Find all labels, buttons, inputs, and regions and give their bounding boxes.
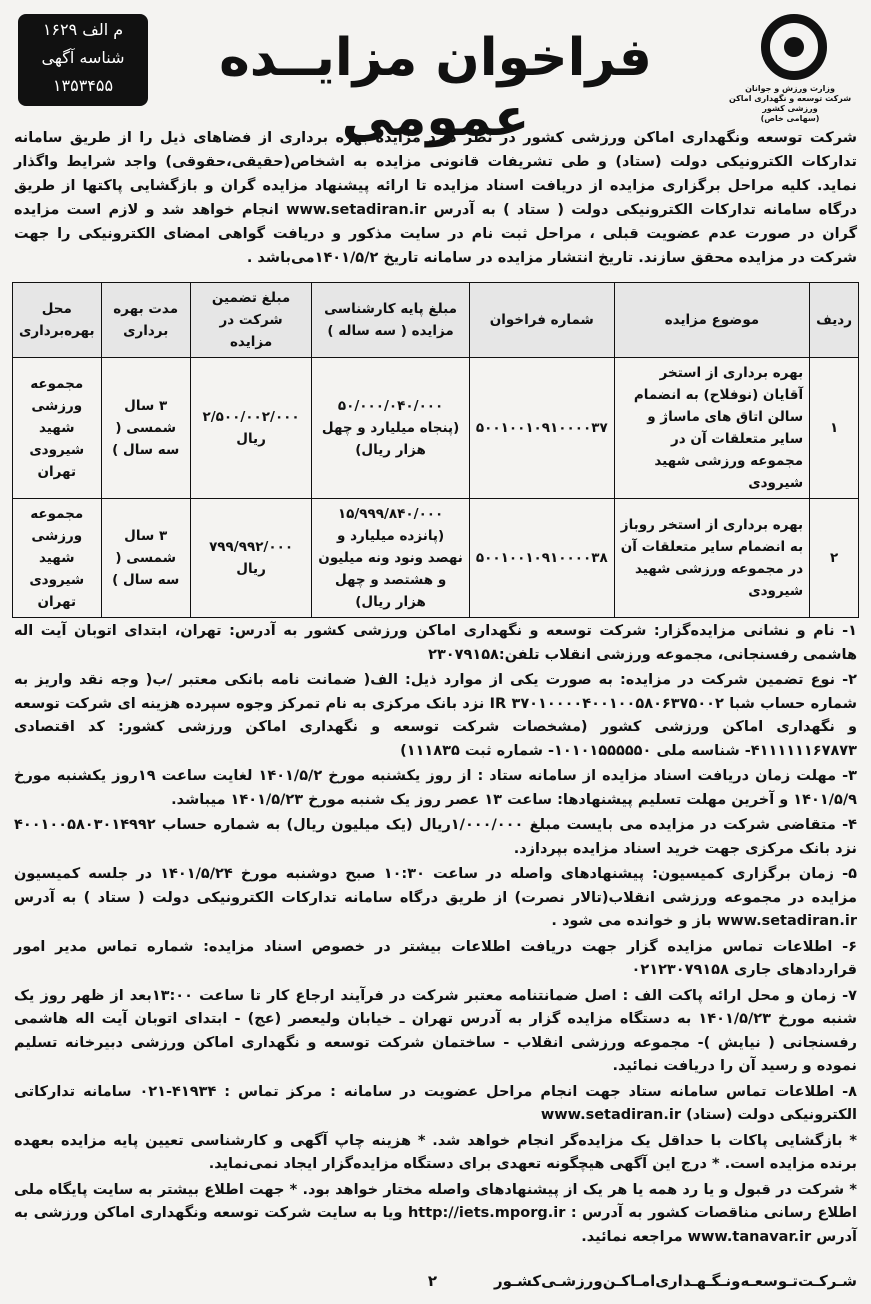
section-8 — [14, 1081, 857, 1128]
section-text: اصل ضمانتنامه معتبر شرکت در فرآیند ارجاع کار تا ساعت ۱۳:۰۰بعد از ظهر روز یک شنبه مورخ ۱۴۰۱/۵/۲۳ به دستگاه مزایده گزار به آدرس تهران ـ خیابان ولیعصر (عج) - ابتدای اتوبان آیت اله هاشمی رفسنجانی ( نیایش )- مجموعه ورزشی انقلاب - ساختمان شرکت توسعه و نگهداری اماکن ورزشی دبیرخانه تسلیم نموده و رسید آن را دریافت نمائید. — [14, 987, 857, 1074]
section-text: شماره تماس مدیر امور قراردادهای جاری ۰۲۱۲۳۰۷۹۱۵۸ — [14, 938, 857, 978]
logo-text: وزارت ورزش و جوانان شرکت توسعه و نگهداری اماکن ورزشی کشور (سهامی خاص) — [728, 84, 852, 123]
header-location: محل بهره‌برداری — [13, 283, 102, 358]
section-6 — [14, 936, 857, 983]
footer-organization: شـرکـت‌تـوسعـه‌و‌نـگـهـداری‌امـاکـن‌ورزشـی‌کشـور — [493, 1272, 857, 1290]
header-row-number: ردیف — [810, 283, 859, 358]
section-2 — [14, 669, 857, 763]
section-3 — [14, 765, 857, 812]
cell-location: مجموعه ورزشی شهید شیرودی تهران — [13, 499, 102, 618]
notes-1 — [14, 1130, 857, 1177]
section-lead: ۶- اطلاعات تماس مزایده گزار جهت دریافت اطلاعات بیشتر در خصوص اسناد مزایده: — [203, 938, 857, 955]
section-text: متقاضی شرکت در مزایده می بایست مبلغ ۱/۰۰۰/۰۰۰ریال (یک میلیون ریال) به شماره حساب ۴۰۰۱۰۰۵۸۰۳۰۱۴۹۹۲ نزد بانک مرکزی جهت خرید اسناد مزایده بپردازد. — [14, 817, 857, 857]
cell-subject: بهره برداری از استخر آقایان (نوفلاح) به انضمام سالن اتاق های ماساژ و سایر متعلقات آن در مجموعه ورزشی شهید شیرودی — [614, 358, 809, 499]
header-subject: موضوع مزایده — [614, 283, 809, 358]
header — [10, 8, 861, 148]
ad-code: م الف ۱۶۲۹ — [42, 20, 124, 39]
section-text: پیشنهادهای واصله در ساعت ۱۰:۳۰ صبح دوشنبه مورخ ۱۴۰۱/۵/۲۴ در جلسه کمیسیون مزایده در مجموعه ورزشی انقلاب(تالار نصرت) از طریق درگاه سامانه تدارکات الکترونیکی دولت ( ستاد ) به آدرس www.setadiran.ir باز و خوانده می شود . — [14, 866, 857, 929]
notes-2 — [14, 1179, 857, 1250]
ad-id-box — [18, 14, 148, 106]
intro-paragraph: شرکت توسعه ونگهداری اماکن ورزشی کشور در نظر دارد مزایده بهره برداری از فضاهای ذیل را از طریق سامانه تدارکات الکترونیکی دولت (ستاد) و طی تشریفات قانونی مزایده به اشخاص(حقیقی،حقوقی) واجد شرایط واگذار نماید. کلیه مراحل برگزاری مزایده از دریافت اسناد مزایده تا ارائه پیشنهاد مزایده گران و بازگشایی پاکتها از طریق درگاه سامانه تدارکات الکترونیکی دولت ( ستاد ) به آدرس www.setadiran.ir انجام خواهد شد و لازم است مزایده گران در صورت عدم عضویت قبلی ، مراحل ثبت نام در سایت مذکور و دریافت گواهی امضای الکترونیکی را جهت شرکت در مزایده محقق سازند. تاریخ انتشار مزایده در سامانه تاریخ ۱۴۰۱/۵/۲می‌باشد . — [14, 130, 857, 266]
section-text: * بازگشایی پاکات با حداقل یک مزایده‌گر انجام خواهد شد. * هزینه چاپ آگهی و کارشناسی تعیین پایه مزایده بعهده برنده مزایده است. * درج این آگهی هیچگونه تعهدی برای دستگاه مزایده‌گزار ایجاد نمی‌نماید. — [14, 1132, 857, 1172]
auction-items-table — [12, 282, 859, 618]
section-lead: ۲- نوع تضمین شرکت در مزایده: — [619, 672, 857, 688]
section-lead: ۱- نام و نشانی مزایده‌گزار: — [653, 623, 857, 639]
ad-id-label: شناسه آگهی — [41, 48, 125, 67]
header-guarantee: مبلغ تضمین شرکت در مزایده — [190, 283, 311, 358]
cell-guarantee: ۲/۵۰۰/۰۰۲/۰۰۰ ریال — [190, 358, 311, 499]
page-number: ۲ — [427, 1272, 437, 1290]
header-base-price: مبلغ پایه کارشناسی مزایده ( سه ساله ) — [312, 283, 470, 358]
section-lead: ۴- — [842, 817, 857, 833]
section-lead: ۵- زمان برگزاری کمیسیون: — [652, 866, 857, 882]
cell-row-number: ۲ — [810, 499, 859, 618]
section-5 — [14, 863, 857, 934]
cell-duration: ۳ سال شمسی ( سه سال ) — [101, 358, 190, 499]
section-4 — [14, 814, 857, 861]
cell-guarantee: ۷۹۹/۹۹۲/۰۰۰ ریال — [190, 499, 311, 618]
conditions-list — [14, 620, 857, 1251]
table-header-row — [13, 283, 859, 358]
cell-row-number: ۱ — [810, 358, 859, 499]
cell-call-number: ۵۰۰۱۰۰۱۰۹۱۰۰۰۰۳۷ — [469, 358, 614, 499]
cell-call-number: ۵۰۰۱۰۰۱۰۹۱۰۰۰۰۳۸ — [469, 499, 614, 618]
section-lead: ۳- مهلت زمان دریافت اسناد مزایده از سامانه ستاد : — [477, 768, 857, 784]
cell-location: مجموعه ورزشی شهید شیرودی تهران — [13, 358, 102, 499]
cell-base-price: ۱۵/۹۹۹/۸۴۰/۰۰۰ (پانزده میلیارد و نهصد ونود ونه میلیون و هشتصد و چهل هزار ریال) — [312, 499, 470, 618]
cell-subject: بهره برداری از استخر روباز به انضمام سایر متعلقات آن در مجموعه ورزشی شهید شیرودی — [614, 499, 809, 618]
section-text: مرکز تماس : ۴۱۹۳۴-۰۲۱ سامانه تدارکاتی الکترونیکی دولت (ستاد) www.setadiran.ir — [14, 1083, 857, 1123]
page-title: فراخوان مزایــده عمومی — [219, 28, 652, 148]
logo-icon — [761, 14, 827, 80]
section-lead: ۸- اطلاعات تماس سامانه ستاد جهت انجام مراحل عضویت در سامانه : — [330, 1083, 858, 1100]
header-duration: مدت بهره برداری — [101, 283, 190, 358]
table-row — [13, 499, 859, 618]
cell-base-price: ۵۰/۰۰۰/۰۴۰/۰۰۰ (پنجاه میلیارد و چهل هزار ریال) — [312, 358, 470, 499]
ad-id-number: ۱۳۵۳۴۵۵ — [52, 76, 114, 95]
cell-duration: ۳ سال شمسی ( سه سال ) — [101, 499, 190, 618]
header-call-number: شماره فراخوان — [469, 283, 614, 358]
section-text: از روز یکشنبه مورخ ۱۴۰۱/۵/۲ لغایت ساعت ۱۹روز یکشنبه مورخ ۱۴۰۱/۵/۹ و آخرین مهلت تسلیم پیشنهادها: ساعت ۱۳ عصر روز یک شنبه مورخ ۱۴۰۱/۵/۲۳ میباشد. — [14, 768, 857, 808]
section-7 — [14, 985, 857, 1079]
section-text: شرکت توسعه و نگهداری اماکن ورزشی کشور به آدرس: تهران، ابتدای اتوبان آیت اله هاشمی رفسنجانی، مجموعه ورزشی انقلاب تلفن:۲۳۰۷۹۱۵۸ — [14, 623, 857, 663]
ministry-logo — [725, 14, 855, 123]
section-1 — [14, 620, 857, 667]
section-lead: ۷- زمان و محل ارائه پاکت الف : — [622, 987, 858, 1004]
section-text: به صورت یکی از موارد ذیل: الف( ضمانت نامه بانکی معتبر /ب( وجه نقد واریز به شماره حساب شبا IR ۳۷۰۱۰۰۰۰۴۰۰۱۰۰۵۸۰۶۳۷۵۰۰۲ نزد بانک مرکزی به نام تمرکز وجوه سپرده هزینه ای شرکت توسعه و نگهداری اماکن ورزشی کشور (مشخصات شرکت توسعه و نگهداری اماکن ورزشی کشور: کد اقتصادی ۴۱۱۱۱۱۱۶۷۸۷۳- شناسه ملی ۱۰۱۰۱۵۵۵۵۵۰- شماره ثبت ۱۱۱۸۳۵) — [14, 672, 858, 759]
section-text: * شرکت در قبول و یا رد همه یا هر یک از پیشنهادهای واصله مختار خواهد بود. * جهت اطلاع بیشتر به سایت پایگاه ملی اطلاع رسانی مناقصات کشور به آدرس : http://iets.mporg.ir ویا به سایت شرکت توسعه ونگهداری اماکن ورزشی به آدرس www.tanavar.ir مراجعه نمائید. — [14, 1181, 857, 1245]
table-row — [13, 358, 859, 499]
